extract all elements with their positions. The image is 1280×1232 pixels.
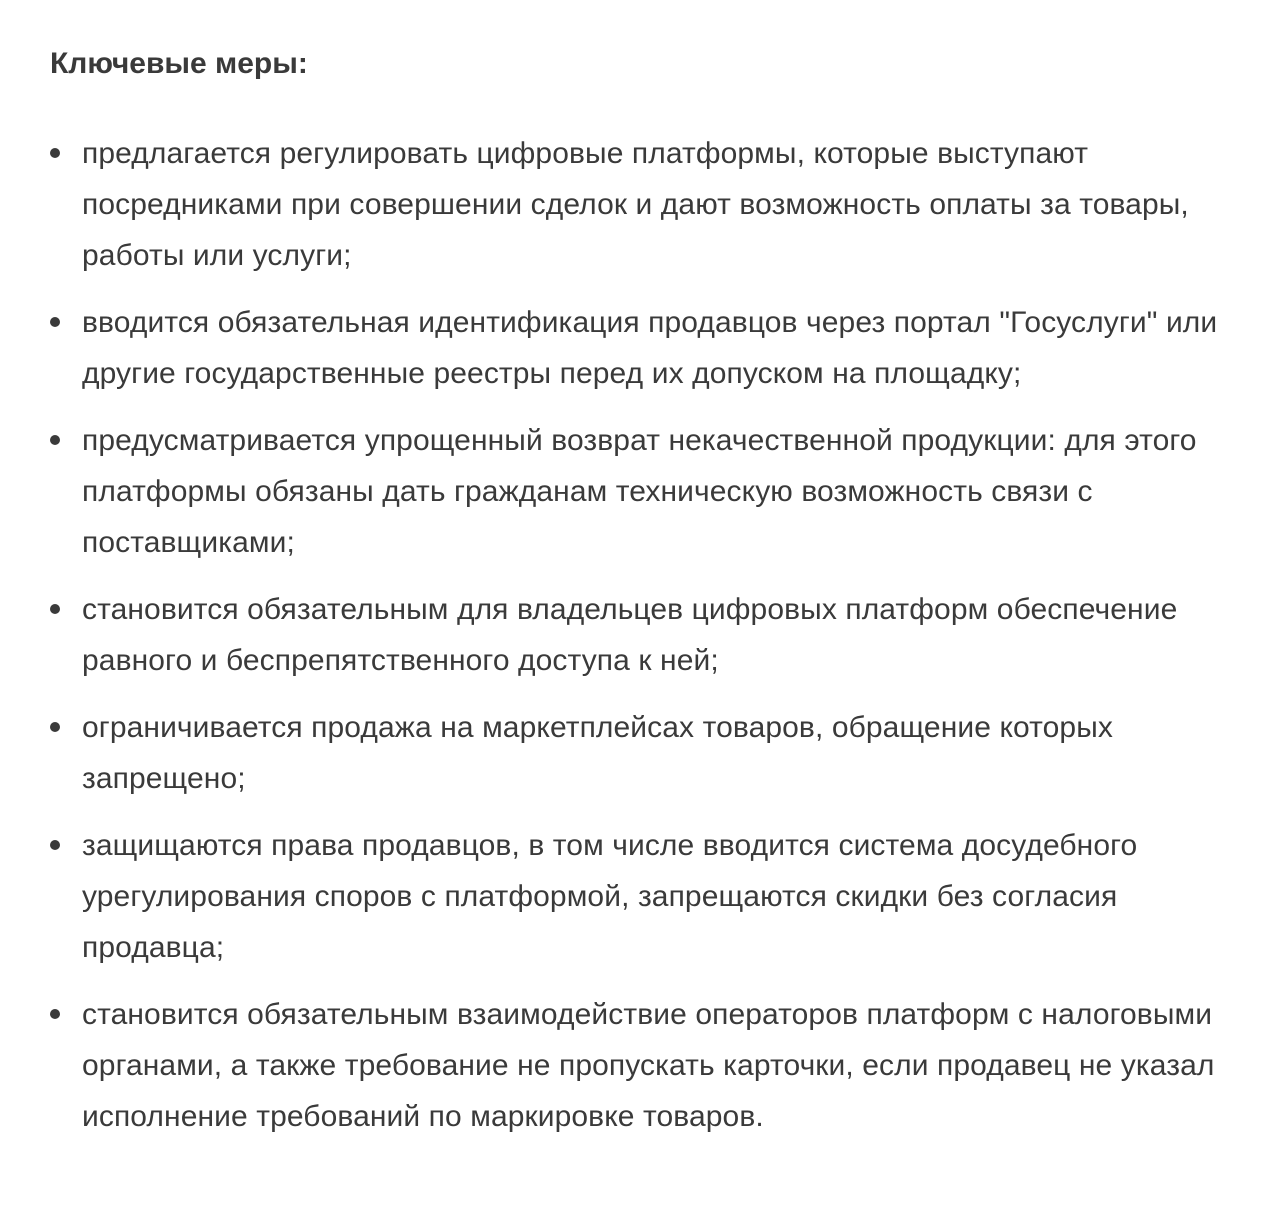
- bullet-icon: [50, 1009, 60, 1019]
- section-heading: Ключевые меры:: [50, 47, 308, 80]
- bullet-icon: [50, 435, 60, 445]
- list-item: [50, 584, 1240, 686]
- list-item: [50, 702, 1240, 804]
- bullet-icon: [50, 148, 60, 158]
- list-item: [50, 989, 1240, 1142]
- list-item-text: предусматривается упрощенный возврат некачественной продукции: для этого платформы обязаны дать гражданам техническую возможность связи с поставщиками;: [82, 424, 1197, 559]
- list-item-text: вводится обязательная идентификация продавцов через портал "Госуслуги" или другие государственные реестры перед их допуском на площадку;: [82, 306, 1218, 390]
- list-item: [50, 297, 1240, 399]
- list-item-text: становится обязательным взаимодействие операторов платформ с налоговыми органами, а также требование не пропускать карточки, если продавец не указал исполнение требований по маркировке товаров.: [82, 998, 1215, 1133]
- list-item-text: защищаются права продавцов, в том числе вводится система досудебного урегулирования споров с платформой, запрещаются скидки без согласия продавца;: [82, 829, 1138, 964]
- bullet-icon: [50, 317, 60, 327]
- list-item-text: ограничивается продажа на маркетплейсах товаров, обращение которых запрещено;: [82, 711, 1113, 795]
- measures-list: [50, 128, 1240, 1142]
- list-item-text: предлагается регулировать цифровые платформы, которые выступают посредниками при совершении сделок и дают возможность оплаты за товары, работы или услуги;: [82, 137, 1189, 272]
- list-item: [50, 415, 1240, 568]
- list-item: [50, 128, 1240, 281]
- list-item-text: становится обязательным для владельцев цифровых платформ обеспечение равного и беспрепятственного доступа к ней;: [82, 593, 1178, 677]
- list-item: [50, 820, 1240, 973]
- bullet-icon: [50, 840, 60, 850]
- bullet-icon: [50, 604, 60, 614]
- bullet-icon: [50, 722, 60, 732]
